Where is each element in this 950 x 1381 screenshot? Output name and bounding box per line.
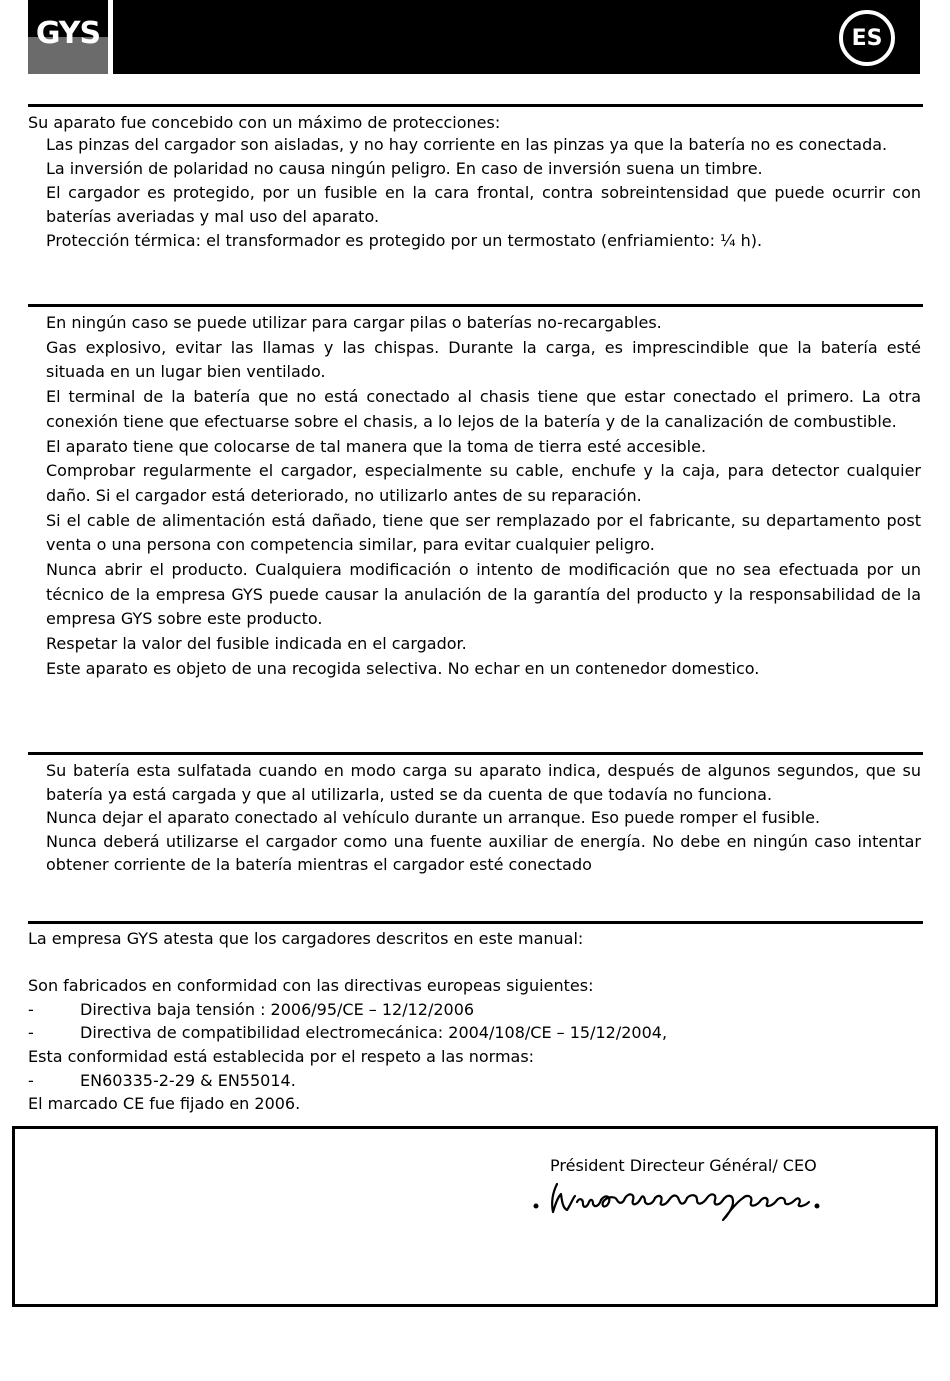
declaration-intro: La empresa GYS atesta que los cargadores descritos en este manual:	[28, 929, 584, 948]
directive-item: - Directiva de compatibilidad electromecánica: 2004/108/CE – 15/12/2004,	[28, 1023, 668, 1043]
safety-list	[46, 311, 921, 682]
language-badge: ES	[839, 10, 895, 66]
section-divider	[28, 104, 923, 107]
section-divider	[28, 752, 923, 755]
norm-item: - EN60335-2-29 & EN55014.	[28, 1070, 296, 1090]
list-item: Su batería esta sulfatada cuando en modo carga su aparato indica, después de algunos segundos, que su batería ya está cargada y que al utilizarla, usted se da cuenta de que todavía no funciona.	[46, 761, 921, 804]
list-item: El aparato tiene que colocarse de tal manera que la toma de tierra esté accesible.	[46, 436, 707, 456]
list-item: Nunca deberá utilizarse el cargador como una fuente auxiliar de energía. No debe en ningún caso intentar obtener corriente de la batería mientras el cargador esté conectado	[46, 831, 921, 875]
list-item: Nunca dejar el aparato conectado al vehículo durante un arranque. Eso puede romper el fusible.	[46, 808, 821, 828]
list-item: Este aparato es objeto de una recogida selectiva. No echar en un contenedor domestico.	[46, 658, 760, 678]
ce-mark-statement: El marcado CE fue fijado en 2006.	[28, 1094, 301, 1114]
section-divider	[28, 921, 923, 924]
protections-list	[46, 133, 921, 253]
conformity-declaration	[28, 927, 923, 1116]
directive-item: - Directiva baja tensión : 2006/95/CE – 12/12/2006	[28, 999, 475, 1019]
troubleshooting-list	[46, 759, 921, 877]
list-item: Gas explosivo, evitar las llamas y las chispas. Durante la carga, es imprescindible que la batería esté situada en un lugar bien ventilado.	[46, 337, 921, 382]
section-divider	[28, 304, 923, 307]
list-item: Nunca abrir el producto. Cualquiera modificación o intento de modificación que no sea efectuada por un técnico de la empresa GYS puede causar la anulación de la garantía del producto y la responsabilidad de la empresa GYS sobre este producto.	[46, 560, 921, 629]
list-item: El terminal de la batería que no está conectado al chasis tiene que estar conectado el primero. La otra conexión tiene que efectuarse sobre el chasis, a lo lejos de la batería y de la canalización de combustible.	[46, 387, 921, 431]
protections-intro: Su aparato fue concebido con un máximo de protecciones:	[28, 113, 501, 132]
header-bar	[113, 0, 920, 74]
list-item: En ningún caso se puede utilizar para cargar pilas o baterías no-recargables.	[46, 313, 662, 332]
norms-intro: Esta conformidad está establecida por el respeto a las normas:	[28, 1046, 535, 1066]
handwritten-signature	[527, 1180, 827, 1224]
list-item: Respetar la valor del fusible indicada en el cargador.	[46, 634, 467, 654]
list-item: La inversión de polaridad no causa ningún peligro. En caso de inversión suena un timbre.	[46, 159, 763, 178]
directives-intro: Son fabricados en conformidad con las directivas europeas siguientes:	[28, 976, 594, 996]
list-item: Si el cable de alimentación está dañado, tiene que ser remplazado por el fabricante, su departamento post venta o una persona con competencia similar, para evitar cualquier peligro.	[46, 510, 921, 555]
list-item: Comprobar regularmente el cargador, especialmente su cable, enchufe y la caja, para detector cualquier daño. Si el cargador está deteriorado, no utilizarlo antes de su reparación.	[46, 461, 921, 505]
list-item: Protección térmica: el transformador es protegido por un termostato (enfriamiento: ¼ h).	[46, 231, 763, 250]
list-item: El cargador es protegido, por un fusible en la cara frontal, contra sobreintensidad que puede ocurrir con baterías averiadas y mal uso del aparato.	[46, 183, 921, 226]
gys-logo-text: GYS	[35, 16, 101, 51]
signatory-title: Président Directeur Général/ CEO	[550, 1156, 817, 1175]
list-item: Las pinzas del cargador son aisladas, y no hay corriente en las pinzas ya que la batería no es conectada.	[46, 135, 888, 154]
